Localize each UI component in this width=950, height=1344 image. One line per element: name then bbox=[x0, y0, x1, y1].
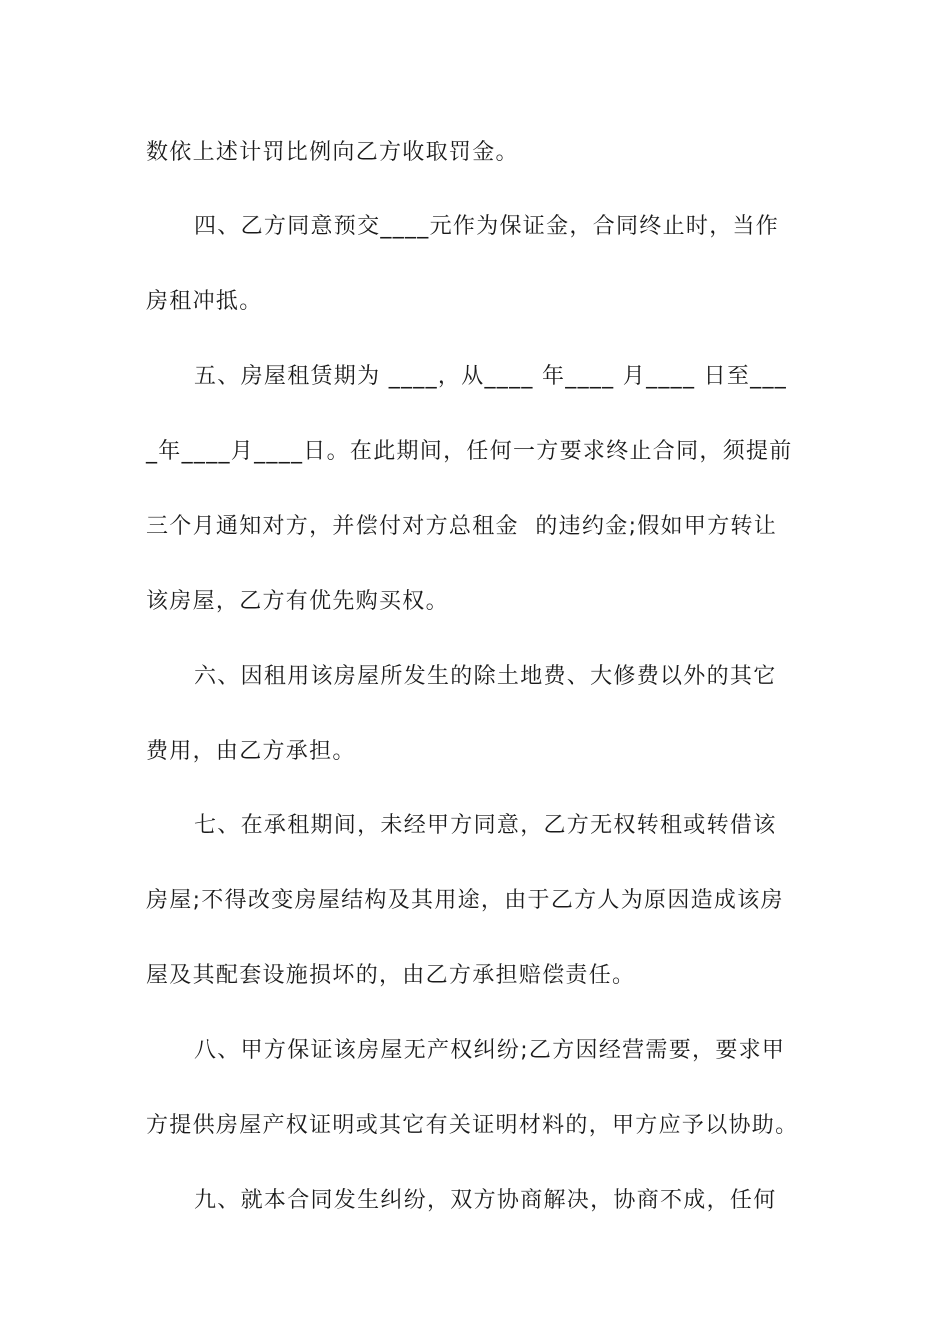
paragraph-5-line-1: 五、房屋租赁期为 ____，从____ 年____ 月____ 日至___ bbox=[194, 364, 788, 389]
paragraph-6-line-1: 六、因租用该房屋所发生的除土地费、大修费以外的其它 bbox=[194, 664, 777, 689]
paragraph-5-line-4: 该房屋，乙方有优先购买权。 bbox=[146, 589, 449, 614]
paragraph-9-line-1: 九、就本合同发生纠纷，双方协商解决，协商不成，任何 bbox=[194, 1188, 777, 1213]
paragraph-7-line-2: 房屋;不得改变房屋结构及其用途，由于乙方人为原因造成该房 bbox=[146, 888, 784, 913]
paragraph-8-line-2: 方提供房屋产权证明或其它有关证明材料的，甲方应予以协助。 bbox=[146, 1113, 799, 1138]
text-line: 数依上述计罚比例向乙方收取罚金。 bbox=[146, 140, 519, 165]
paragraph-4-line-2: 房租冲抵。 bbox=[146, 289, 263, 314]
paragraph-8-line-1: 八、甲方保证该房屋无产权纠纷;乙方因经营需要，要求甲 bbox=[194, 1038, 786, 1063]
paragraph-7-line-3: 屋及其配套设施损坏的，由乙方承担赔偿责任。 bbox=[146, 963, 636, 988]
paragraph-5-line-3: 三个月通知对方，并偿付对方总租金 的违约金;假如甲方转让 bbox=[146, 514, 778, 539]
paragraph-5-line-2: _年____月____日。在此期间，任何一方要求终止合同，须提前 bbox=[146, 439, 793, 464]
paragraph-6-line-2: 费用，由乙方承担。 bbox=[146, 739, 356, 764]
paragraph-7-line-1: 七、在承租期间，未经甲方同意，乙方无权转租或转借该 bbox=[194, 813, 777, 838]
paragraph-4-line-1: 四、乙方同意预交____元作为保证金，合同终止时，当作 bbox=[194, 214, 780, 239]
